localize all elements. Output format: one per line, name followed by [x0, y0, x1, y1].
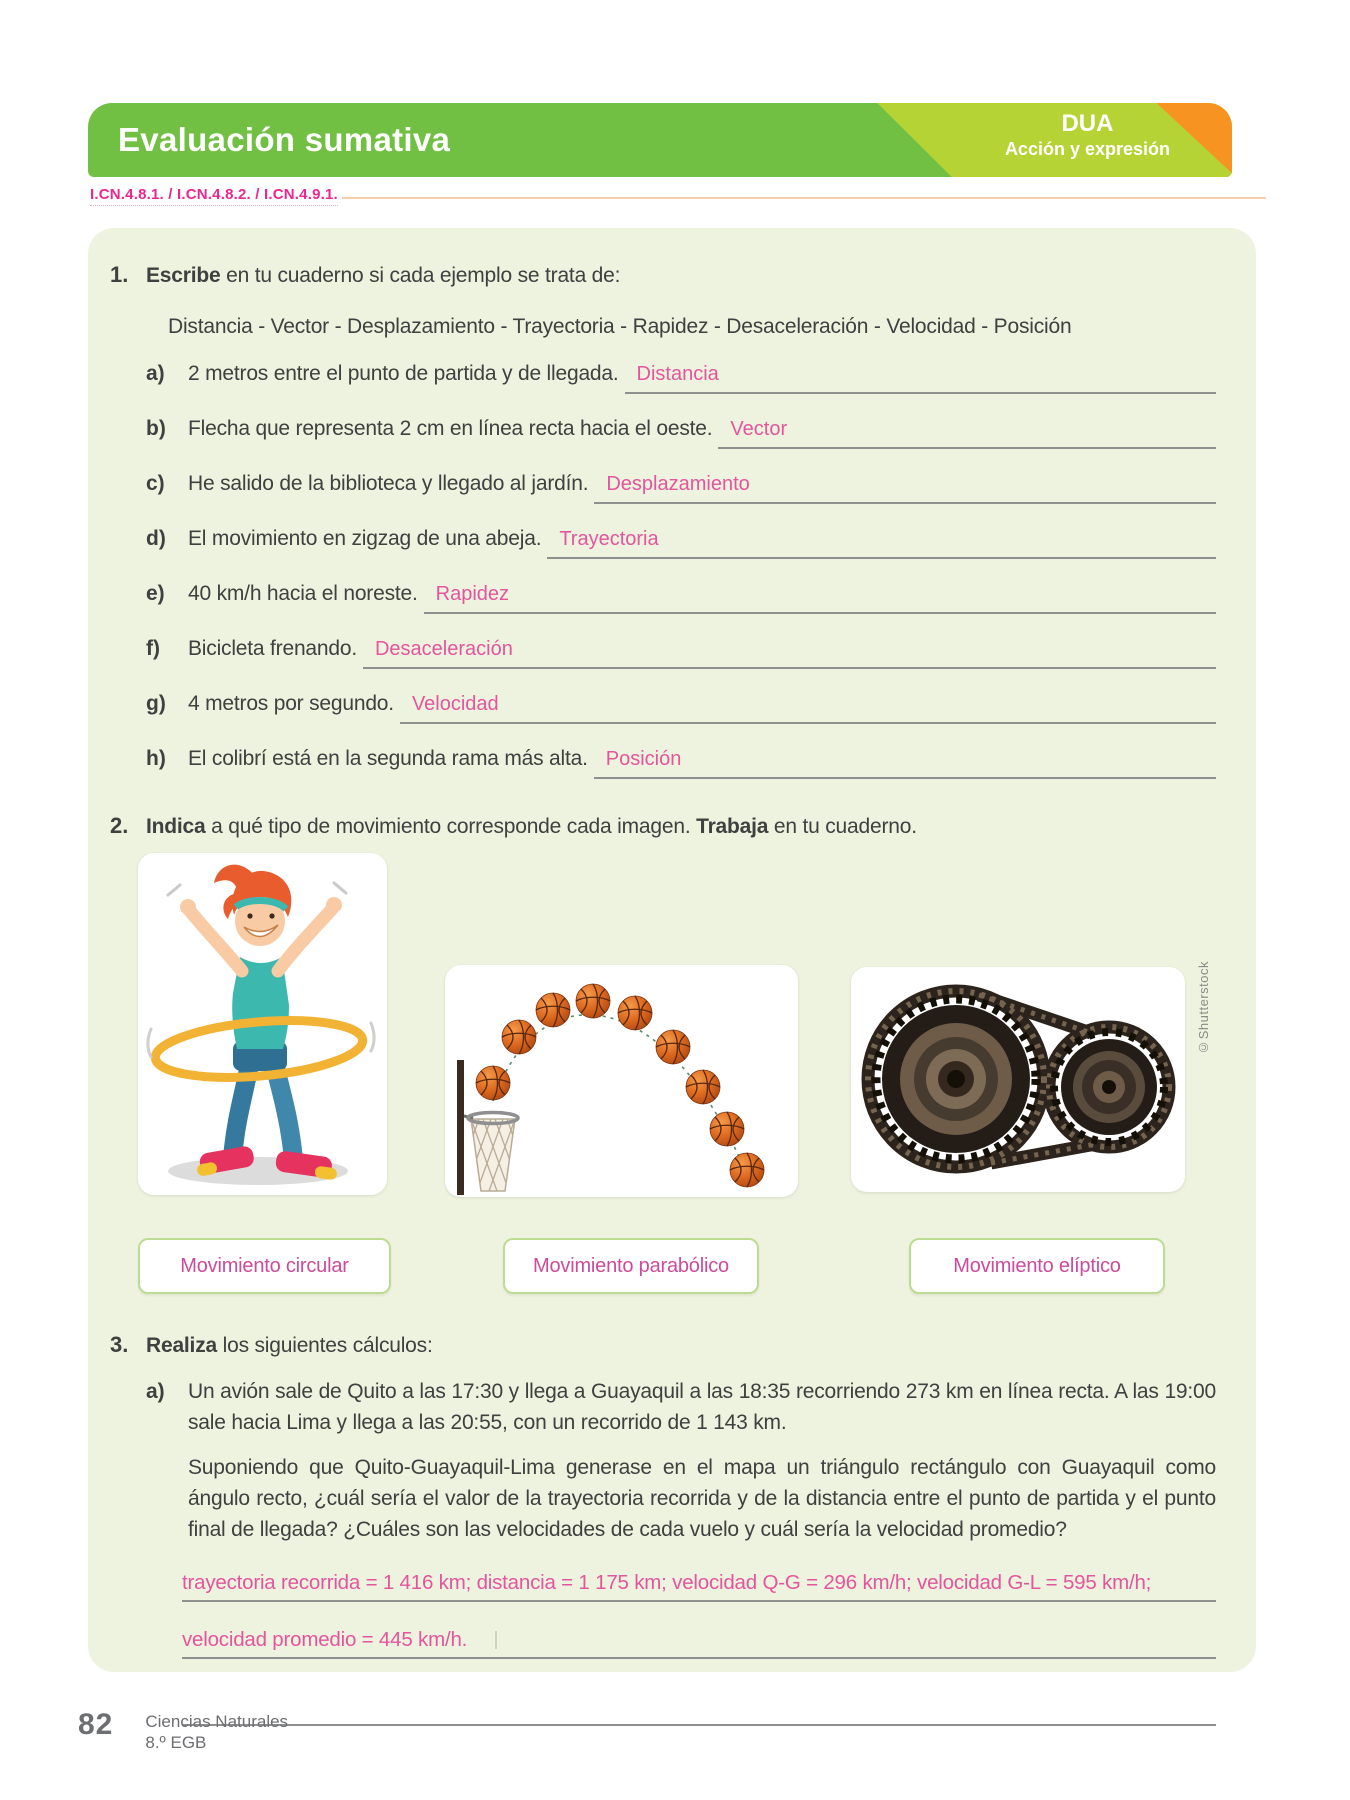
handwritten-answer: Posición	[605, 748, 682, 770]
item-text: 4 metros por segundo.	[188, 692, 394, 715]
label-box-parabolic	[503, 1238, 759, 1294]
answer-line	[363, 636, 1216, 669]
curriculum-codes-row	[90, 186, 1266, 206]
answer-line	[594, 471, 1216, 504]
curriculum-codes: I.CN.4.8.1. / I.CN.4.8.2. / I.CN.4.9.1.	[90, 186, 338, 206]
exercise3-instruction-rest: los siguientes cálculos:	[216, 1334, 433, 1357]
page-title: Evaluación sumativa	[118, 121, 451, 158]
item-text: 40 km/h hacia el noreste.	[188, 582, 418, 605]
image-card-parabolic	[445, 965, 798, 1197]
exercise1-instruction	[146, 264, 620, 288]
exercise3-verb: Realiza	[146, 1334, 217, 1357]
footer-grade: 8.º EGB	[145, 1733, 207, 1752]
item-letter: d)	[146, 527, 166, 550]
item-text: El movimiento en zigzag de una abeja.	[188, 527, 542, 550]
handwritten-answer: Vector	[730, 418, 788, 440]
exercise1-item-a	[146, 361, 1216, 394]
item-letter: b)	[146, 417, 166, 440]
handwritten-answer: Trayectoria	[559, 528, 659, 550]
item-letter: c)	[146, 472, 165, 495]
item-letter: f)	[146, 637, 160, 660]
item-text: He salido de la biblioteca y llegado al jardín.	[188, 472, 589, 495]
image-card-circular	[138, 853, 387, 1195]
answer-line	[718, 416, 1216, 449]
footer-subject: Ciencias Naturales	[145, 1712, 289, 1731]
item-letter: a)	[146, 362, 165, 385]
item-text: 2 metros entre el punto de partida y de llegada.	[188, 362, 619, 385]
answer-line	[625, 361, 1216, 394]
item-text: Flecha que representa 2 cm en línea recta hacia el oeste.	[188, 417, 713, 440]
shutterstock-credit: ©Shutterstock	[1196, 961, 1211, 1055]
handwritten-answer: Velocidad	[411, 693, 499, 715]
page-footer	[78, 1708, 288, 1753]
handwritten-answer: Desplazamiento	[606, 473, 750, 495]
exercise1-item-f	[146, 636, 1216, 669]
exercise1-item-e	[146, 581, 1216, 614]
exercise1-options: Distancia - Vector - Desplazamiento - Trayectoria - Rapidez - Desaceleración - Velocidad - Posición	[168, 315, 1072, 338]
label-box-circular	[138, 1238, 391, 1294]
exercise3-answer-line3-empty	[182, 1695, 1216, 1726]
hula-hoop-girl-illustration	[138, 853, 387, 1195]
item-letter: a)	[146, 1380, 165, 1403]
label-text: Movimiento parabólico	[533, 1254, 729, 1277]
gears-chain-illustration	[851, 967, 1185, 1192]
answer-line	[400, 691, 1216, 724]
exercise1-number: 1.	[110, 262, 129, 287]
handwritten-answer: trayectoria recorrida = 1 416 km; distancia = 1 175 km; velocidad Q-G = 296 km/h; velocidad G-L = 595 km/h;	[182, 1571, 1152, 1594]
handwritten-answer: velocidad promedio = 445 km/h.	[182, 1628, 468, 1651]
item-text: El colibrí está en la segunda rama más alta.	[188, 747, 588, 770]
item-letter: g)	[146, 692, 166, 715]
exercise2-instruction-middle: a qué tipo de movimiento corresponde cada imagen.	[205, 815, 697, 838]
dua-badge-subtitle: Acción y expresión	[1004, 138, 1170, 159]
exercise3-instruction	[146, 1334, 433, 1358]
handwritten-answer: Distancia	[636, 363, 719, 385]
section-banner	[88, 103, 1232, 177]
exercise1-heading	[110, 262, 1216, 288]
handwritten-answer: Rapidez	[435, 583, 510, 605]
exercise2-verb2: Trabaja	[696, 815, 769, 838]
handwritten-answer: Desaceleración	[374, 638, 513, 660]
label-text: Movimiento elíptico	[953, 1254, 1121, 1277]
exercise2-heading	[110, 813, 1216, 839]
exercise3-paragraph1: Un avión sale de Quito a las 17:30 y llega a Guayaquil a las 18:35 recorriendo 273 km en línea recta. A las 19:00 sale hacia Lima y llega a las 20:55, con un recorrido de 1 143 km.	[188, 1380, 1216, 1434]
content-panel	[88, 228, 1256, 1672]
dua-badge	[1005, 110, 1170, 160]
scan-mark	[495, 1631, 497, 1649]
basketball-trajectory-illustration	[445, 965, 798, 1197]
item-letter: h)	[146, 747, 166, 770]
image-card-elliptical	[851, 967, 1185, 1192]
label-box-elliptical	[909, 1238, 1165, 1294]
page-number: 82	[78, 1708, 114, 1741]
exercise2-instruction-end: en tu cuaderno.	[768, 815, 917, 838]
answer-line	[594, 746, 1216, 779]
exercise1-item-c	[146, 471, 1216, 504]
dua-badge-title: DUA	[1061, 110, 1114, 137]
exercise2-verb: Indica	[146, 815, 206, 838]
item-text: Bicicleta frenando.	[188, 637, 357, 660]
exercise2-number: 2.	[110, 813, 129, 838]
exercise1-item-g	[146, 691, 1216, 724]
exercise3-paragraph2: Suponiendo que Quito-Guayaquil-Lima generase en el mapa un triángulo rectángulo con Guayaquil como ángulo recto, ¿cuál sería el valor de la trayectoria recorrida y de la distancia entre el punto de partida y el punto final de llegada? ¿Cuáles son las velocidades de cada vuelo y cuál sería la velocidad promedio?	[188, 1456, 1216, 1541]
exercise2-labels-row	[110, 1238, 1216, 1296]
exercise2-images-row	[110, 853, 1216, 1200]
exercise1-item-d	[146, 526, 1216, 559]
exercise1-item-h	[146, 746, 1216, 779]
exercise2-instruction	[146, 815, 917, 839]
exercise3-item-a	[146, 1376, 1216, 1438]
exercise3-heading	[110, 1332, 1216, 1358]
label-text: Movimiento circular	[180, 1254, 349, 1277]
answer-line	[424, 581, 1216, 614]
exercise3-answer-line1	[182, 1571, 1216, 1602]
answer-line	[547, 526, 1216, 559]
exercise3-number: 3.	[110, 1332, 129, 1357]
item-letter: e)	[146, 582, 165, 605]
footer-subject-block	[145, 1708, 288, 1753]
exercise1-instruction-rest: en tu cuaderno si cada ejemplo se trata de:	[220, 264, 621, 287]
codes-rule-line	[342, 197, 1266, 199]
exercise1-item-b	[146, 416, 1216, 449]
exercise3-answer-line2	[182, 1628, 1216, 1659]
exercise1-verb: Escribe	[146, 264, 221, 287]
